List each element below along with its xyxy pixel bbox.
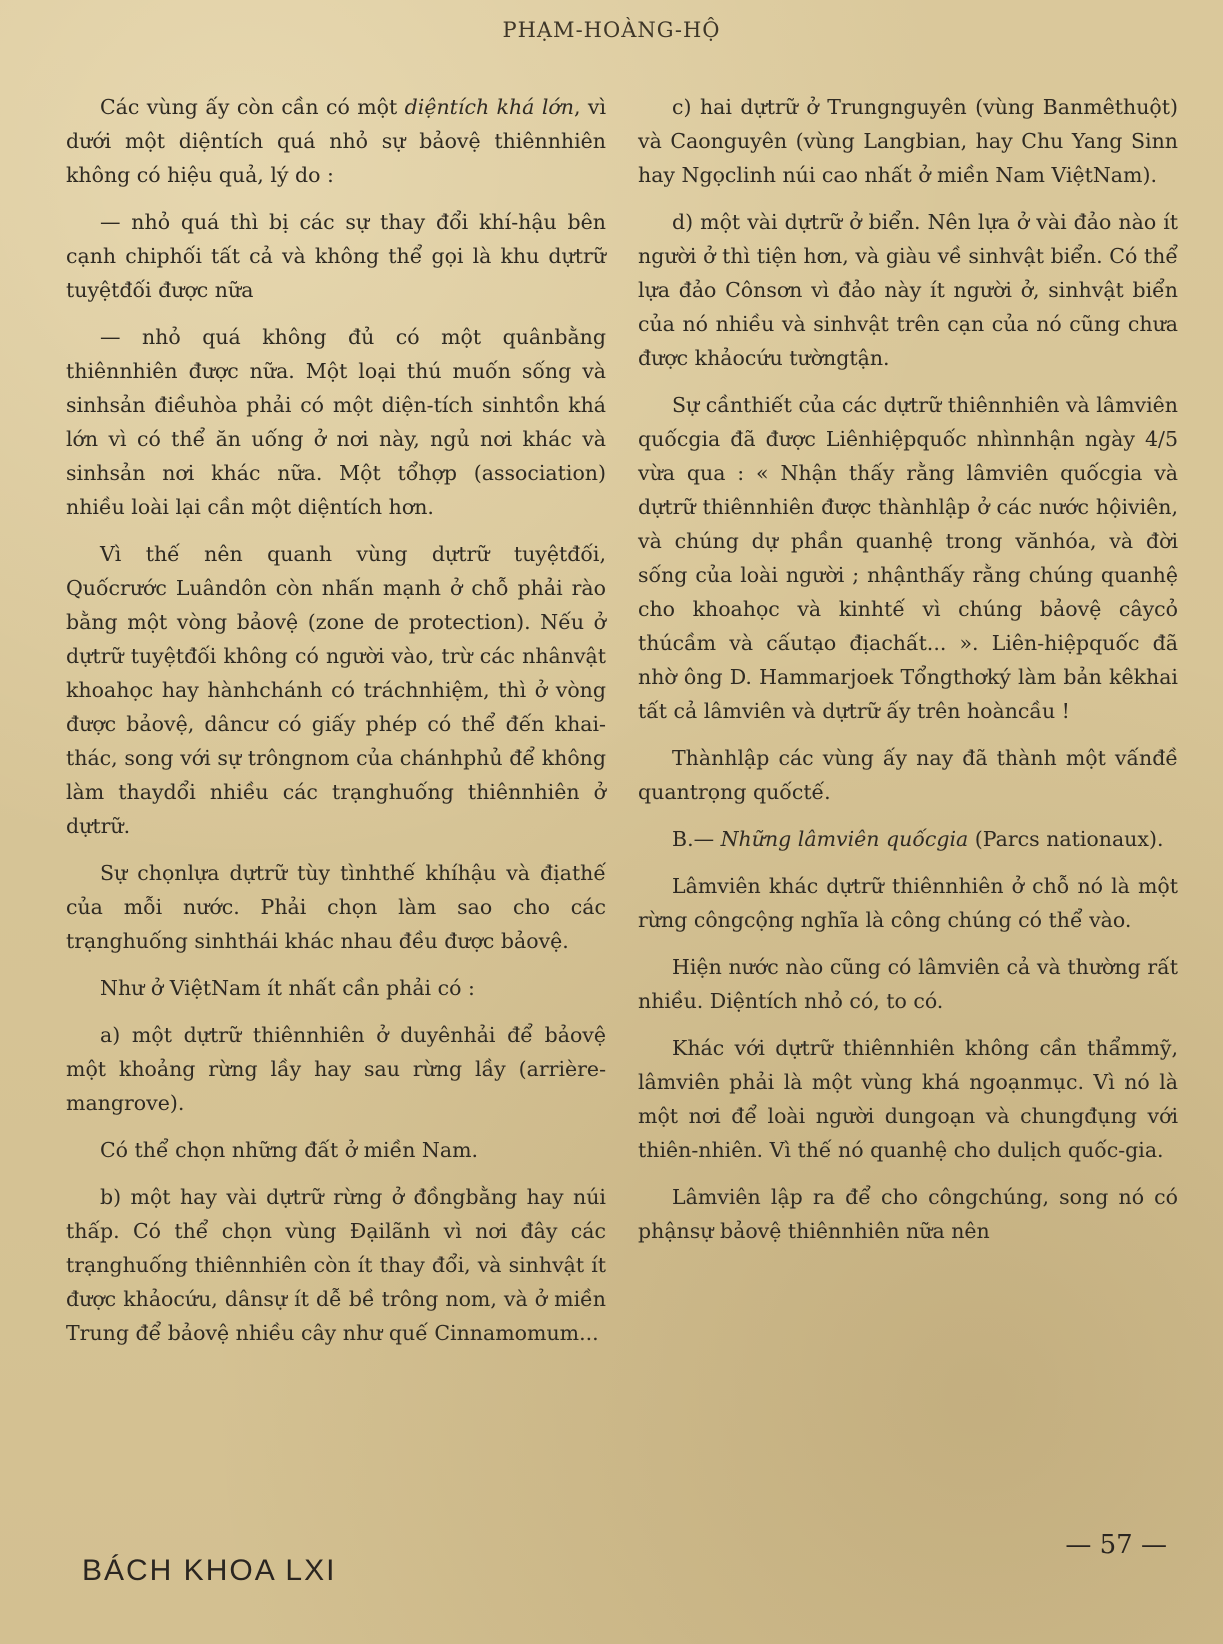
paragraph: Lâmviên khác dựtrữ thiênnhiên ở chỗ nó là một rừng côngcộng nghĩa là công chúng có thể vào.: [638, 874, 1178, 932]
paragraph: Như ở ViệtNam ít nhất cần phải có :: [100, 976, 475, 1000]
text-run: B.—: [672, 827, 721, 851]
paragraph: Hiện nước nào cũng có lâmviên cả và thường rất nhiều. Diệntích nhỏ có, to có.: [638, 955, 1178, 1013]
paragraph: Lâmviên lập ra để cho côngchúng, song nó có phậnsự bảovệ thiênnhiên nữa nên: [638, 1185, 1178, 1243]
paragraph: Thànhlập các vùng ấy nay đã thành một vấnđề quantrọng quốctế.: [638, 746, 1178, 804]
list-item: a) một dựtrữ thiênnhiên ở duyênhải để bảovệ một khoảng rừng lầy hay sau rừng lầy (arrière-mangrove).: [66, 1023, 606, 1115]
list-item: c) hai dựtrữ ở Trungnguyên (vùng Banmêthuột) và Caonguyên (vùng Langbian, hay Chu Yang Sinn hay Ngọclinh núi cao nhất ở miền Nam ViệtNam).: [638, 95, 1178, 187]
paragraph: Vì thế nên quanh vùng dựtrữ tuyệtđối, Quốcrước Luândôn còn nhấn mạnh ở chỗ phải rào bằng một vòng bảovệ (zone de protection). Nếu ở dựtrữ tuyệtđối không có người vào, trừ các nhânvật khoahọc hay hànhchánh có tráchnhiệm, thì ở vòng được bảovệ, dâncư có giấy phép có thể đến khai-thác, song với sự trôngnom của chánhphủ để không làm thaydổi nhiều các trạnghuống thiênnhiên ở dựtrữ.: [66, 542, 606, 838]
paragraph: Sự cầnthiết của các dựtrữ thiênnhiên và lâmviên quốcgia đã được Liênhiệpquốc nhìnnhận ngày 4/5 vừa qua : « Nhận thấy rằng lâmviên quốcgia và dựtrữ thiênnhiên được thànhlập ở các nước hộiviên, và chúng dự phần quanhệ trong vănhóa, và đời sống của loài người ; nhậnthấy rằng chúng quanhệ cho khoahọc và kinhtế vì chúng bảovệ câycỏ thúcầm và cấutạo địachất... ». Liên-hiệpquốc đã nhờ ông D. Hammarjoek Tổngthơký làm bản kêkhai tất cả lâmviên và dựtrữ ấy trên hoàncầu !: [638, 393, 1178, 723]
text-run: Các vùng ấy còn cần có một: [100, 95, 405, 119]
right-column: [638, 90, 1178, 1261]
page-number: — 57 —: [1065, 1530, 1167, 1560]
paragraph: [66, 90, 606, 192]
left-column: [66, 90, 606, 1363]
paragraph: Khác với dựtrữ thiênnhiên không cần thẩmmỹ, lâmviên phải là một vùng khá ngoạnmục. Vì nó là một nơi để loài người dungoạn và chungđụng với thiên-nhiên. Vì thế nó quanhệ cho dulịch quốc-gia.: [638, 1036, 1178, 1162]
paragraph: — nhỏ quá không đủ có một quânbằng thiênnhiên được nữa. Một loại thú muốn sống và sinhsản điềuhòa phải có một diện-tích sinhtồn khá lớn vì có thể ăn uống ở nơi này, ngủ nơi khác và sinhsản nơi khác nữa. Một tổhợp (association) nhiều loài lại cần một diệntích hơn.: [66, 325, 606, 519]
italic-phrase: Những lâmviên quốcgia: [720, 827, 969, 851]
journal-footer: BÁCH KHOA LXI: [82, 1554, 337, 1587]
paragraph: Có thể chọn những đất ở miền Nam.: [100, 1138, 479, 1162]
section-heading: [638, 822, 1178, 856]
paragraph: Sự chọnlựa dựtrữ tùy tìnhthế khíhậu và địathế của mỗi nước. Phải chọn làm sao cho các trạnghuống sinhthái khác nhau đều được bảovệ.: [66, 861, 606, 953]
paragraph: — nhỏ quá thì bị các sự thay đổi khí-hậu bên cạnh chiphối tất cả và không thể gọi là khu dựtrữ tuyệtđối được nữa: [66, 210, 606, 302]
text-run: , vì dưới một diệntích quá nhỏ sự bảovệ thiênnhiên không có hiệu quả, lý do :: [66, 95, 607, 187]
list-item: d) một vài dựtrữ ở biển. Nên lựa ở vài đảo nào ít người ở thì tiện hơn, và giàu về sinhvật biển. Có thể lựa đảo Cônsơn vì đảo này ít người ở, sinhvật biển của nó nhiều và sinhvật trên cạn của nó cũng chưa được khảocứu tườngtận.: [638, 210, 1178, 370]
text-run: (Parcs nationaux).: [968, 827, 1164, 851]
list-item: b) một hay vài dựtrữ rừng ở đồngbằng hay núi thấp. Có thể chọn vùng Đạilãnh vì nơi đây các trạnghuống thiênnhiên còn ít thay đổi, và sinhvật ít được khảocứu, dânsự ít dễ bề trông nom, và ở miền Trung để bảovệ nhiều cây như quế Cinnamomum...: [66, 1185, 606, 1345]
running-head: PHẠM-HOÀNG-HỘ: [502, 18, 721, 42]
italic-phrase: diệntích khá lớn: [404, 95, 574, 119]
